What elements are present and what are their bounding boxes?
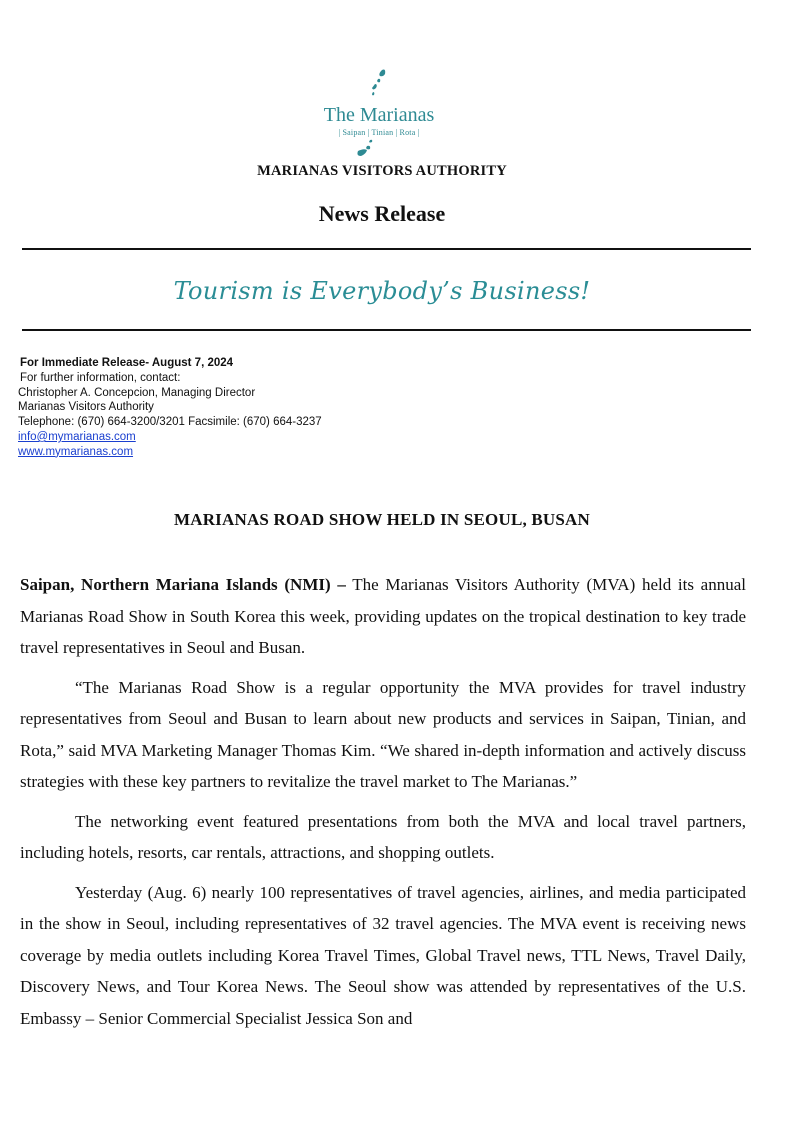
article-body — [20, 569, 746, 1042]
dateline: Saipan, Northern Mariana Islands (NMI) – — [20, 575, 346, 594]
release-date: For Immediate Release- August 7, 2024 — [20, 357, 234, 369]
paragraph-1 — [20, 569, 746, 664]
top-divider — [22, 248, 751, 250]
logo-subtitle: | Saipan | Tinian | Rota | — [338, 128, 420, 137]
document-type: News Release — [318, 201, 446, 226]
logo-title: The Marianas — [323, 104, 435, 126]
website-link[interactable]: www.mymarianas.com — [18, 445, 134, 458]
contact-organization: Marianas Visitors Authority — [18, 401, 154, 414]
organization-name: MARIANAS VISITORS AUTHORITY — [257, 163, 507, 179]
paragraph-3: The networking event featured presentations from both the MVA and local travel partners, including hotels, resorts, car rentals, attractions, and shopping outlets. — [20, 811, 746, 862]
email-link[interactable]: info@mymarianas.com — [18, 430, 136, 443]
paragraph-4: Yesterday (Aug. 6) nearly 100 representatives of travel agencies, airlines, and media participated in the show in Seoul, including representatives of 32 travel agencies. The MVA event is receiving news coverage by media outlets including Korea Travel Times, Global Travel news, TTL News, Travel Daily, Discovery News, and Tour Korea News. The Seoul show was attended by representatives of the U.S. Embassy – Senior Commercial Specialist Jessica Son and — [20, 882, 746, 1028]
contact-name: Christopher A. Concepcion, Managing Director — [18, 386, 256, 399]
further-info-label: For further information, contact: — [20, 371, 181, 384]
marianas-logo — [312, 62, 446, 170]
contact-phone: Telephone: (670) 664-3200/3201 Facsimile: (670) 664-3237 — [18, 416, 322, 429]
paragraph-2: “The Marianas Road Show is a regular opportunity the MVA provides for travel industry representatives from Seoul and Busan to learn about new products and services in Saipan, Tinian, and Rota,” said MVA Marketing Manager Thomas Kim. “We shared in-depth information and actively discuss strategies with these key partners to revitalize the travel market to The Marianas.” — [20, 677, 746, 791]
bottom-divider — [22, 329, 751, 331]
paragraph-1-text: The Marianas Visitors Authority (MVA) held its annual Marianas Road Show in South Korea this week, providing updates on the tropical destination to key trade travel representatives in Seoul and Busan. — [20, 575, 746, 657]
contact-block — [18, 356, 518, 460]
article-headline: MARIANAS ROAD SHOW HELD IN SEOUL, BUSAN — [173, 510, 591, 529]
tagline: Tourism is Everybody’s Business! — [173, 277, 591, 305]
